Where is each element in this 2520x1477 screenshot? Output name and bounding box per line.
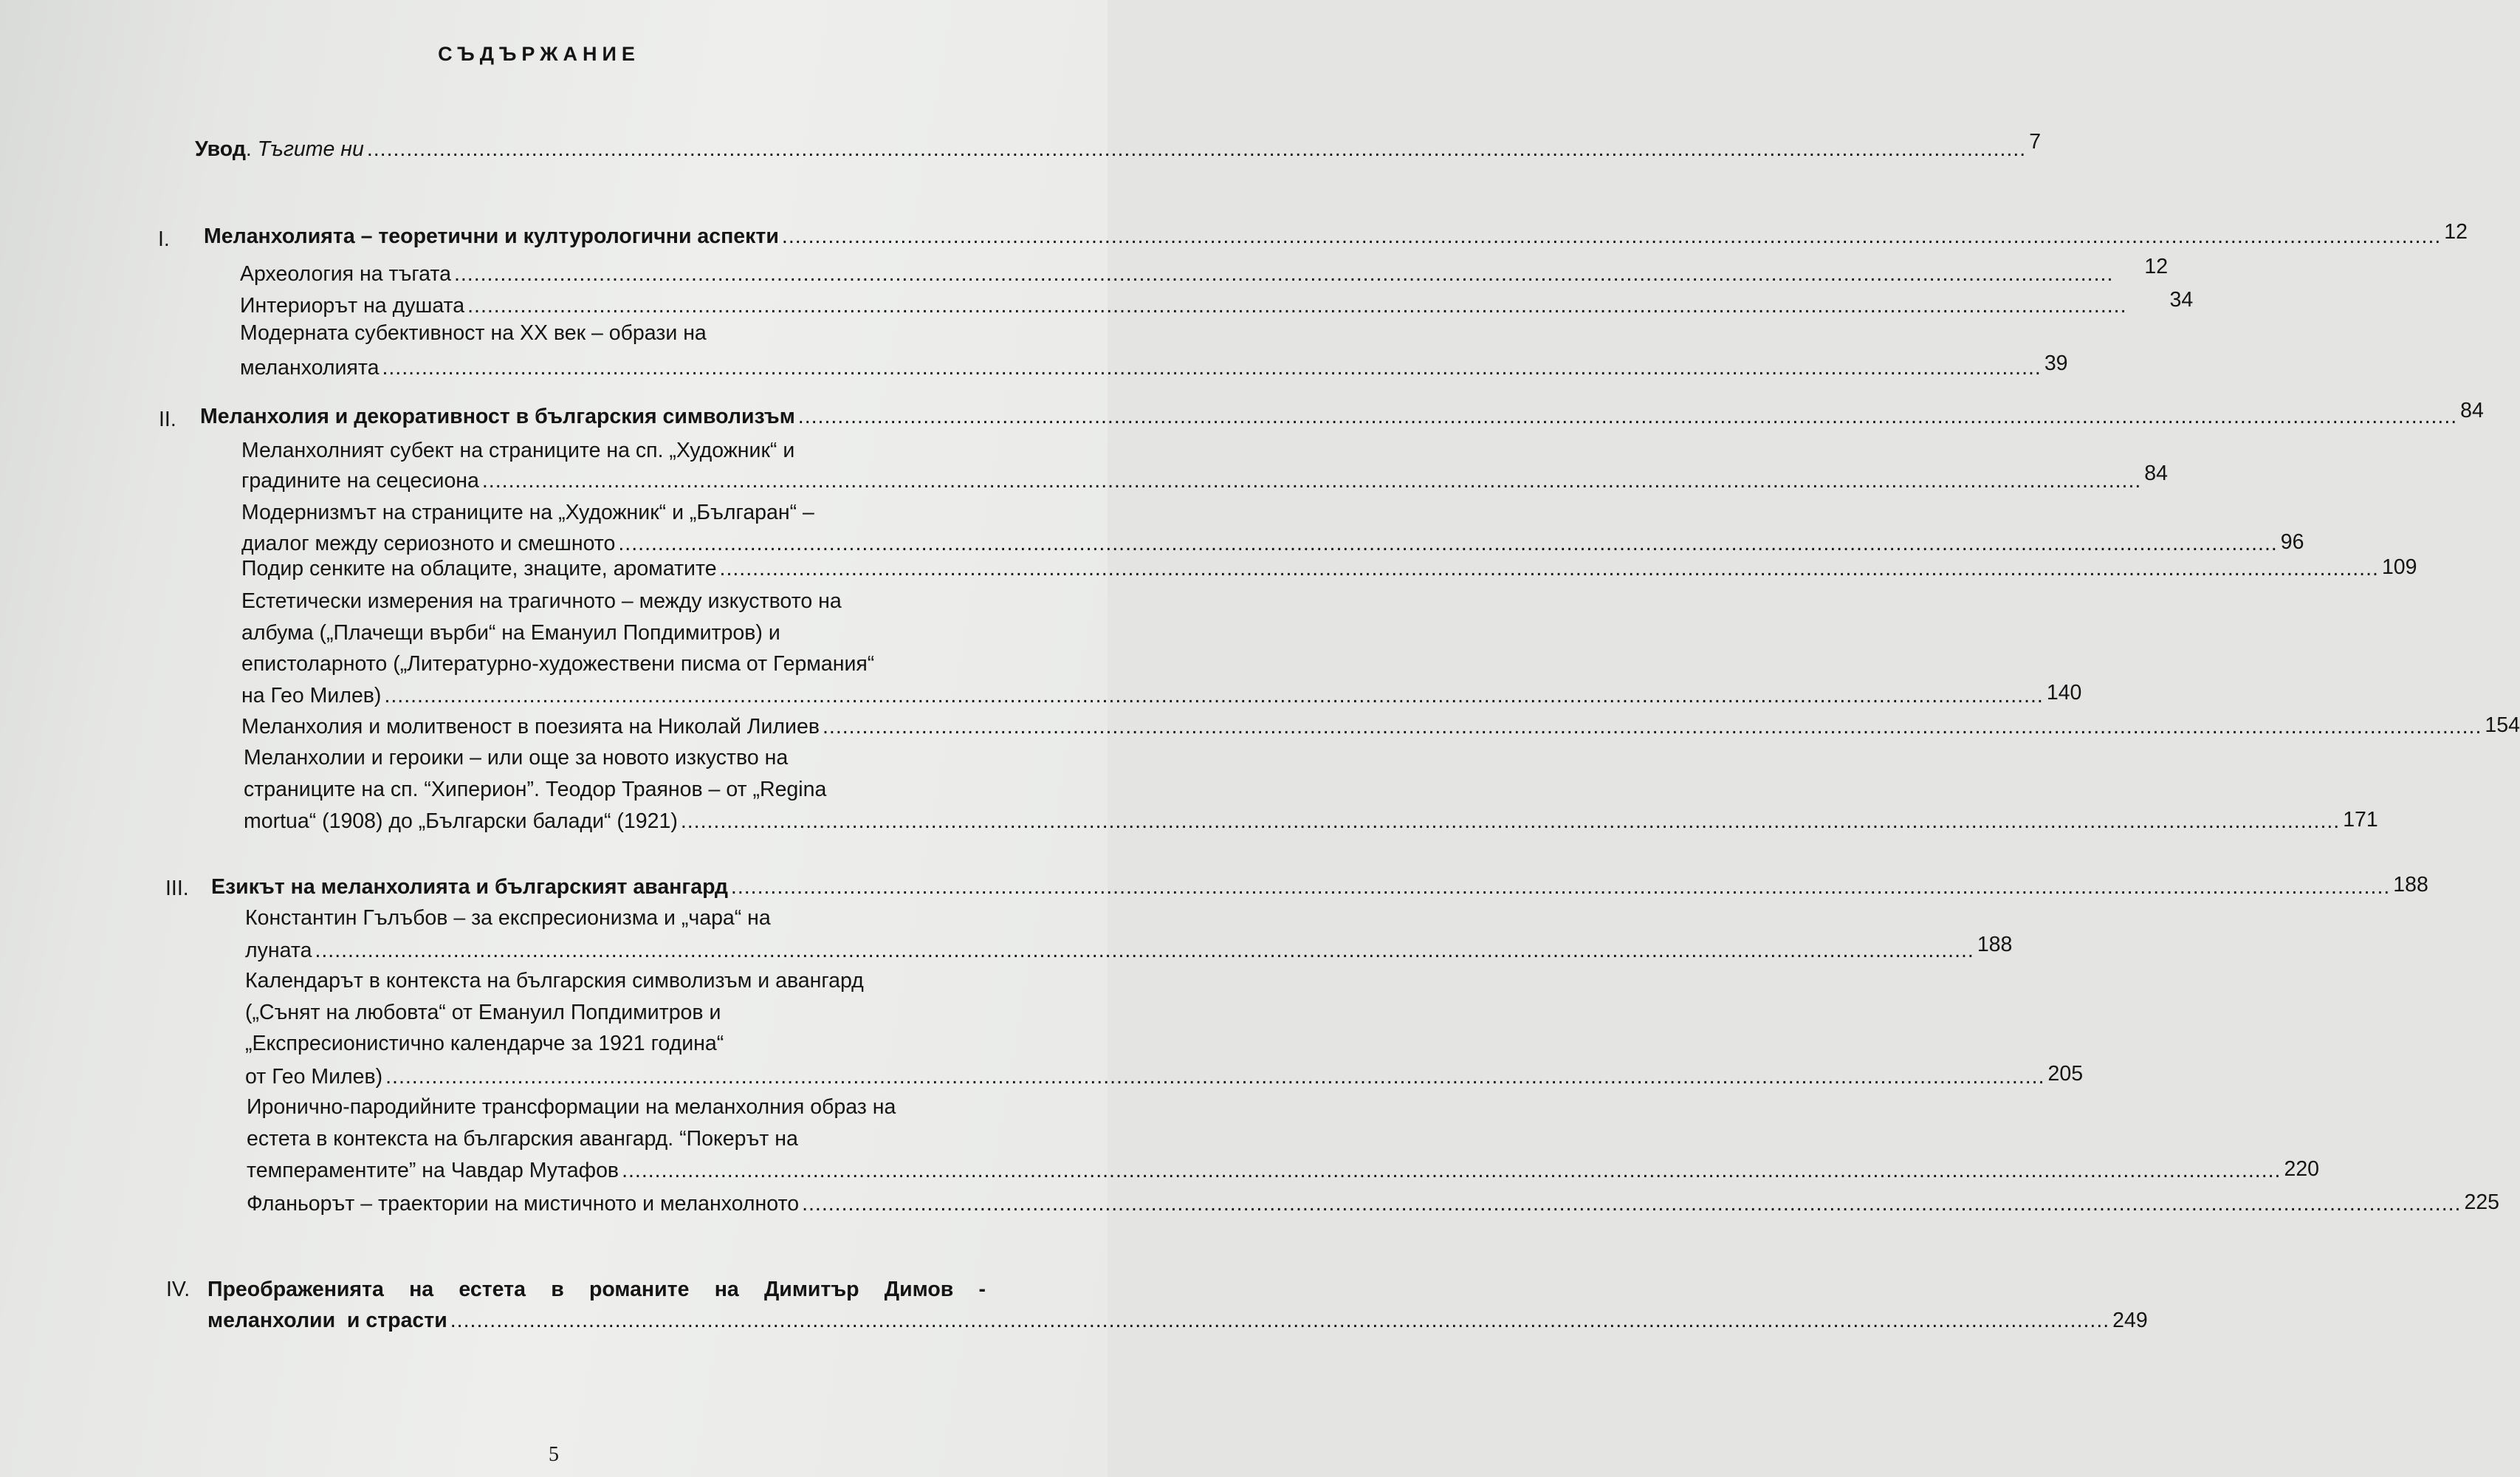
page-ref: 12: [2444, 220, 2468, 244]
chapter-number: III.: [165, 877, 189, 900]
page-title: СЪДЪРЖАНИЕ: [438, 43, 640, 65]
toc-entry: [240, 288, 2194, 321]
toc-entry: [245, 1061, 2084, 1092]
dot-leader: ............................................................................................................................................................................................................................................................: [450, 1309, 2110, 1332]
page-ref: 109: [2381, 555, 2417, 579]
chapter-title: Меланхолия и декоративност в българския символизъм: [200, 405, 795, 428]
entry-title: на Гео Милев): [241, 684, 382, 707]
dot-leader: ............................................................................................................................................................................................................................................................: [797, 405, 2458, 428]
dot-leader: ............................................................................................................................................................................................................................................................: [315, 939, 1974, 962]
dot-leader: ............................................................................................................................................................................................................................................................: [622, 1159, 2282, 1182]
toc-chapter-2: [159, 399, 2484, 432]
page-ref: 154: [2485, 713, 2520, 737]
toc-chapter-1: [158, 220, 2468, 252]
toc-entry: [241, 553, 2417, 584]
dot-leader: ............................................................................................................................................................................................................................................................: [730, 875, 2391, 899]
title-word: Димов: [884, 1278, 954, 1301]
page-ref: 84: [2144, 462, 2168, 485]
entry-title: Интериорът на душата: [240, 294, 465, 318]
page-ref: 140: [2046, 681, 2082, 705]
entry-title-line: Константин Гълъбов – за експресионизма и „чара“ на: [245, 906, 771, 930]
entry-title: меланхолията: [240, 356, 380, 380]
toc-entry-intro: [195, 130, 2042, 165]
entry-title-line: Модернизмът на страниците на „Художник“ и „Българан“ –: [241, 501, 814, 524]
dot-leader: ............................................................................................................................................................................................................................................................: [781, 225, 2442, 248]
toc-entry: [241, 680, 2082, 711]
toc-entry: [247, 1188, 2500, 1219]
entry-title: луната: [245, 939, 312, 962]
dot-leader: ............................................................................................................................................................................................................................................................: [719, 557, 2379, 580]
entry-title-line: Календарът в контекста на българския символизъм и авангард: [245, 969, 864, 993]
intro-italic-title: Тъгите ни: [257, 137, 364, 161]
entry-title-line: албума („Плачещи върби“ на Емануил Попдимитров) и: [241, 621, 780, 645]
toc-entry: [240, 352, 2068, 383]
page-ref: 188: [2393, 873, 2428, 897]
page-ref: 34: [2169, 288, 2194, 312]
title-word: естета: [459, 1278, 526, 1301]
dot-leader: ............................................................................................................................................................................................................................................................: [382, 356, 2042, 380]
dot-leader: ............................................................................................................................................................................................................................................................: [481, 469, 2142, 493]
page-ref: 220: [2284, 1157, 2320, 1181]
toc-entry: [245, 933, 2013, 966]
entry-title-line: („Сънят на любовта“ от Емануил Попдимитров и: [245, 1001, 721, 1024]
entry-title: Археология на тъгата: [240, 262, 451, 286]
entry-title-line: Меланхолният субект на страниците на сп. „Художник“ и: [241, 439, 795, 462]
entry-title: от Гео Милев): [245, 1065, 383, 1089]
entry-title: диалог между сериозното и смешното: [241, 532, 616, 555]
toc-chapter-4: [207, 1305, 2148, 1336]
entry-title-line: „Експресионистично календарче за 1921 година“: [245, 1032, 724, 1055]
toc-entry-intro-title: Увод. Тъгите ни: [195, 137, 364, 161]
dot-leader: ............................................................................................................................................................................................................................................................: [366, 137, 2027, 161]
entry-title-line: епистоларното („Литературно-художествени писма от Германия“: [241, 652, 875, 676]
title-word: на: [409, 1278, 434, 1301]
dot-leader: ............................................................................................................................................................................................................................................................: [680, 809, 2341, 833]
entry-title: градините на сецесиона: [241, 469, 479, 493]
entry-title: Фланьорът – траектории на мистичното и меланхолното: [247, 1192, 800, 1216]
page-number: 5: [549, 1443, 559, 1466]
entry-title: Подир сенките на облаците, знаците, ароматите: [241, 557, 717, 580]
page-ref: 39: [2044, 352, 2068, 375]
entry-title-line: Иронично-пародийните трансформации на меланхолния образ на: [247, 1095, 896, 1119]
dot-leader: ............................................................................................................................................................................................................................................................: [385, 1065, 2045, 1089]
title-word: на: [714, 1278, 739, 1301]
entry-title-line: Естетически измерения на трагичното – между изкуството на: [241, 589, 842, 613]
page-ref: 205: [2047, 1062, 2084, 1086]
page-ref: 249: [2112, 1309, 2148, 1332]
entry-title-line: Модерната субективност на XX век – образи на: [240, 321, 707, 345]
title-word: -: [978, 1278, 986, 1301]
chapter-number: I.: [158, 227, 170, 251]
intro-label: Увод: [195, 137, 246, 161]
entry-title: mortua“ (1908) до „Български балади“ (1921): [244, 809, 678, 833]
title-word: Преображенията: [207, 1278, 384, 1301]
toc-entry: [244, 806, 2378, 837]
dot-leader: ............................................................................................................................................................................................................................................................: [822, 715, 2482, 738]
toc-entry: [240, 255, 2169, 289]
toc-chapter-3: [165, 871, 2428, 902]
entry-title-line: страниците на сп. “Хиперион”. Теодор Траянов – от „Regina: [244, 778, 827, 801]
chapter-title: Меланхолията – теоретични и културологични аспекти: [204, 225, 779, 248]
chapter-title: меланхолии и страсти: [207, 1309, 447, 1332]
page-ref: 188: [1977, 933, 2013, 956]
entry-title: Меланхолия и молитвеност в поезията на Николай Лилиев: [241, 715, 820, 738]
entry-title-line: естета в контекста на българския авангард. “Покерът на: [247, 1127, 798, 1151]
page-ref: 12: [2144, 255, 2169, 278]
entry-title-line: Меланхолии и героики – или още за новото изкуство на: [244, 746, 789, 770]
chapter-number: IV.: [166, 1278, 190, 1301]
page-ref: 84: [2460, 399, 2484, 422]
title-word: Димитър: [764, 1278, 859, 1301]
entry-title: темпераментите” на Чавдар Мутафов: [247, 1159, 619, 1182]
dot-leader: ............................................................................................................................................................................................................................................................: [618, 532, 2278, 555]
toc-entry: [241, 462, 2168, 496]
dot-leader: ............................................................................................................................................................................................................................................................: [453, 262, 2114, 286]
page-ref: 7: [2029, 130, 2042, 154]
chapter-title-line: [207, 1274, 986, 1305]
title-word: романите: [588, 1278, 690, 1301]
dot-leader: ............................................................................................................................................................................................................................................................: [802, 1192, 2462, 1216]
dot-leader: ............................................................................................................................................................................................................................................................: [467, 294, 2127, 318]
toc-entry: [247, 1155, 2320, 1186]
chapter-number: II.: [159, 408, 176, 431]
page-ref: 96: [2280, 530, 2304, 554]
page-ref: 225: [2464, 1190, 2500, 1214]
page-ref: 171: [2343, 808, 2378, 832]
dot-leader: ............................................................................................................................................................................................................................................................: [384, 684, 2044, 707]
title-word: в: [551, 1278, 564, 1301]
chapter-title: Езикът на меланхолията и българският авангард: [211, 875, 728, 899]
toc-entry: [241, 711, 2520, 742]
